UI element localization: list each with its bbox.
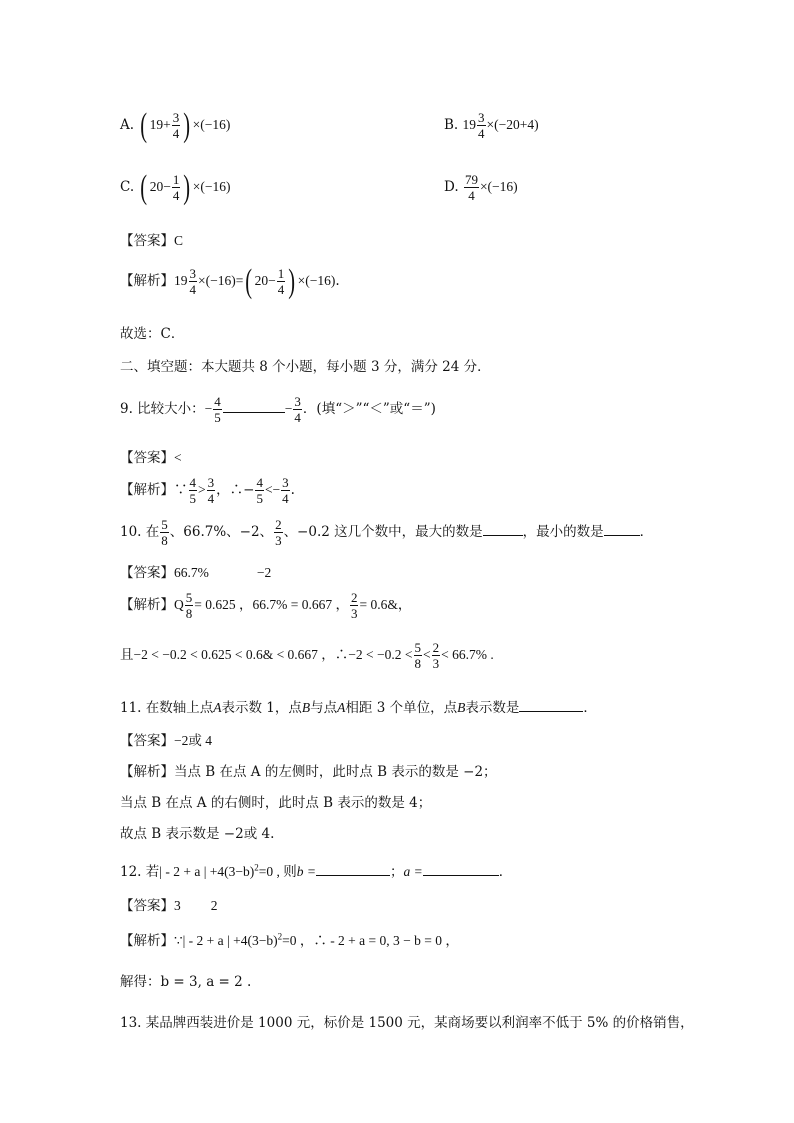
fraction: $\frac{5}{8}$: [185, 590, 193, 621]
analysis-tag: 【解析】: [120, 273, 174, 289]
fraction: $\frac{79}{4}$: [464, 172, 478, 203]
option-d-label: D.: [444, 179, 459, 195]
answer-blank: [223, 398, 285, 413]
fraction: $\frac{3}{4}$: [172, 110, 180, 141]
answer-blank: [316, 861, 390, 876]
analysis-line: 【解析】∵ $\frac{4}{5}$ > $\frac{3}{4}$ ，∴− $\frac{4}{5}$ <− $\frac{3}{4}$ .: [120, 475, 295, 506]
answer-blank: [519, 697, 583, 712]
analysis-line: 【解析】Q $\frac{5}{8}$ = 0.625 ，66.7% = 0.667 ， $\frac{2}{3}$ = 0.6&，: [120, 590, 412, 621]
option-c: C. ( 20− $\frac{1}{4}$ ) ×(−16): [120, 168, 231, 206]
analysis-line: 【解析】∵| - 2 + a | $+4(3-b)^2=0$ ，∴ - 2 + a = 0, 3 − b = 0 ，: [120, 931, 459, 949]
fraction: $\frac{4}{5}$: [189, 475, 196, 506]
analysis-line-3: 故点 B 表示数是 −2或 4.: [120, 826, 275, 842]
fraction: $\frac{2}{3}$: [275, 517, 282, 548]
answer-blank: [423, 861, 499, 876]
answer-line: 【答案】3 2: [120, 898, 218, 914]
fraction: $\frac{1}{4}$: [172, 172, 180, 203]
fraction: $\frac{2}{3}$: [350, 590, 358, 621]
answer-value: C: [174, 233, 184, 248]
fraction: $\frac{4}{5}$: [214, 394, 221, 425]
solution-line: 解得：b = 3, a = 2 .: [120, 974, 252, 990]
fraction: $\frac{3}{4}$: [189, 266, 196, 297]
section-title: 二、填空题：本大题共 8 个小题，每小题 3 分，满分 24 分．: [120, 359, 491, 375]
answer-line: 【答案】−2或 4: [120, 733, 212, 749]
analysis-line: 【解析】19 $\frac{3}{4}$ ×(−16)=( 20− $\frac{1}{4}$ ) ×(−16).: [120, 262, 340, 300]
fraction: $\frac{5}{8}$: [414, 640, 422, 671]
answer-line: [120, 229, 183, 249]
option-a: A. ( 19+ $\frac{3}{4}$ ) ×(−16): [120, 106, 231, 144]
fraction: $\frac{4}{5}$: [256, 475, 263, 506]
answer-blank: [604, 521, 640, 536]
option-b: B. 19 $\frac{3}{4}$ ×(−20+4): [444, 110, 539, 141]
conclusion: 故选：C．: [120, 326, 185, 342]
option-c-label: C.: [120, 179, 135, 195]
fraction: $\frac{3}{4}$: [207, 475, 215, 506]
fraction: $\frac{3}{4}$: [294, 394, 301, 425]
answer-line: 【答案】66.7% −2: [120, 565, 272, 581]
analysis-line-2: 且−2 < −0.2 < 0.625 < 0.6& < 0.667 ，∴−2 < −0.2 < $\frac{5}{8}$ < $\frac{2}{3}$ < 66.7% .: [120, 640, 494, 671]
fraction: $\frac{3}{4}$: [478, 110, 485, 141]
question-10: 10. 在 $\frac{5}{8}$ 、66.7%、−2、 $\frac{2}{3}$ 、−0.2 这几个数中，最大的数是 ，最小的数是 ．: [120, 517, 654, 548]
analysis-line-2: 当点 B 在点 A 的右侧时，此时点 B 表示的数是 4；: [120, 795, 432, 811]
fraction: $\frac{1}{4}$: [277, 266, 285, 297]
fraction: $\frac{2}{3}$: [432, 640, 440, 671]
answer-tag: 【答案】: [120, 233, 174, 249]
answer-blank: [483, 521, 523, 536]
fraction: $\frac{5}{8}$: [161, 517, 168, 548]
question-11: 11. 在数轴上点A表示数 1，点B与点A相距 3 个单位，点B表示数是 ．: [120, 696, 597, 716]
option-a-label: A.: [120, 117, 135, 133]
analysis-line: 【解析】当点 B 在点 A 的左侧时，此时点 B 表示的数是 −2；: [120, 764, 497, 780]
question-13: 13. 某品牌西装进价是 1000 元，标价是 1500 元，某商场要以利润率不低于 5% 的价格销售，: [120, 1015, 694, 1031]
option-b-label: B.: [444, 117, 459, 133]
question-12: 12. 若| - 2 + a | $+4(3-b)^2=0$ , 则b = ；a = ．: [120, 862, 513, 880]
question-9: 9. 比较大小：− $\frac{4}{5}$ − $\frac{3}{4}$ ．(填“＞”“＜”或“＝”): [120, 394, 436, 425]
fraction: $\frac{3}{4}$: [282, 475, 289, 506]
answer-line: 【答案】<: [120, 450, 182, 466]
option-d: D. $\frac{79}{4}$ ×(−16): [444, 172, 518, 203]
